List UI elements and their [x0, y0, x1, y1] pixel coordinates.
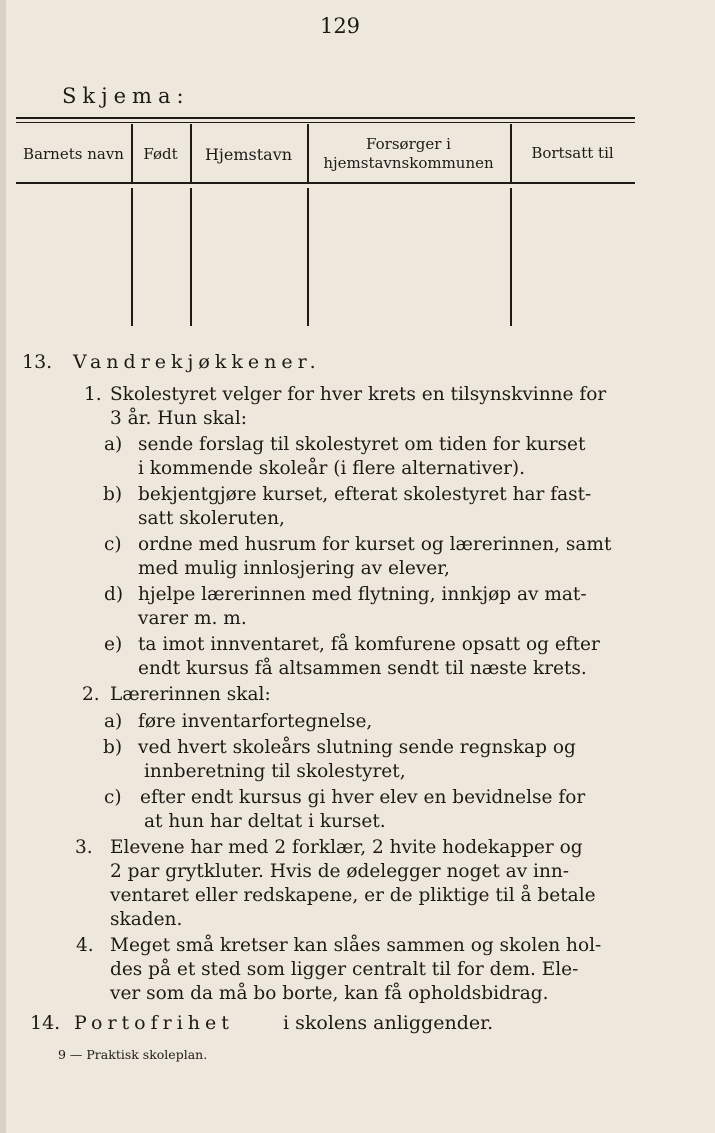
- paragraph-line: at hun har deltat i kurset.: [144, 811, 386, 832]
- paragraph-line: efter endt kursus gi hver elev en bevidnelse for: [140, 787, 586, 808]
- list-marker: b): [103, 737, 123, 758]
- page-footer: 9 — Praktisk skoleplan.: [58, 1047, 208, 1062]
- column-divider: [510, 188, 512, 326]
- paragraph-line: føre inventarfortegnelse,: [138, 711, 373, 732]
- list-marker: d): [104, 584, 124, 605]
- list-marker: e): [104, 634, 123, 655]
- paragraph-line: endt kursus få altsammen sendt til næste krets.: [138, 658, 587, 679]
- list-marker: b): [103, 484, 123, 505]
- table-header-rule: [16, 182, 635, 184]
- paragraph-line: varer m. m.: [138, 608, 247, 629]
- list-marker: 2.: [82, 684, 100, 705]
- paragraph-line: 3 år. Hun skal:: [110, 408, 247, 429]
- list-marker: 3.: [75, 837, 93, 858]
- table-top-rule: [16, 117, 635, 119]
- column-divider: [307, 188, 309, 326]
- paragraph-line: i kommende skoleår (i flere alternativer).: [138, 458, 526, 479]
- list-marker: a): [104, 434, 123, 455]
- column-header-born: Født: [143, 145, 178, 163]
- column-divider: [190, 188, 192, 326]
- paragraph-line: ved hvert skoleårs slutning sende regnskap og: [138, 737, 576, 758]
- paragraph-line: Lærerinnen skal:: [110, 684, 271, 705]
- column-header-placed: Bortsatt til: [531, 144, 614, 162]
- section-title: Vandrekjøkkener.: [73, 351, 321, 373]
- list-marker: 1.: [84, 384, 102, 405]
- section-title-spaced: Portofrihet: [74, 1012, 234, 1034]
- paragraph-line: satt skoleruten,: [138, 508, 285, 529]
- paragraph-line: des på et sted som ligger centralt til for dem. Ele-: [110, 959, 579, 980]
- paragraph-line: sende forslag til skolestyret om tiden for kurset: [138, 434, 586, 455]
- paragraph-line: hjelpe lærerinnen med flytning, innkjøp av mat-: [138, 584, 587, 605]
- page-number: 129: [319, 14, 361, 38]
- table-top-rule-thin: [16, 122, 635, 123]
- paragraph-line: skaden.: [110, 909, 183, 930]
- paragraph-line: 2 par grytkluter. Hvis de ødelegger noget av inn-: [110, 861, 570, 882]
- paragraph-line: med mulig innlosjering av elever,: [138, 558, 450, 579]
- section-title-rest: i skolens anliggender.: [283, 1012, 494, 1034]
- paragraph-line: ordne med husrum for kurset og lærerinnen, samt: [138, 534, 612, 555]
- section-number: 13.: [22, 351, 53, 373]
- paragraph-line: Elevene har med 2 forklær, 2 hvite hodekapper og: [110, 837, 583, 858]
- column-header-name: Barnets navn: [23, 145, 124, 163]
- list-marker: a): [104, 711, 123, 732]
- paragraph-line: innberetning til skolestyret,: [144, 761, 406, 782]
- schema-title: Skjema:: [62, 84, 190, 108]
- list-marker: c): [104, 534, 122, 555]
- paragraph-line: ventaret eller redskapene, er de pliktige til å betale: [110, 885, 596, 906]
- list-marker: 4.: [76, 935, 94, 956]
- column-header-home: Hjemstavn: [204, 145, 293, 164]
- section-number: 14.: [30, 1012, 61, 1034]
- paragraph-line: ver som da må bo borte, kan få opholdsbidrag.: [110, 983, 549, 1004]
- page-edge: [0, 0, 6, 1133]
- column-divider: [131, 188, 133, 326]
- column-header-guardian: Forsørger i hjemstavnskommunen: [323, 135, 494, 172]
- paragraph-line: ta imot innventaret, få komfurene opsatt og efter: [138, 634, 600, 655]
- list-marker: c): [104, 787, 122, 808]
- paragraph-line: Meget små kretser kan slåes sammen og skolen hol-: [110, 935, 602, 956]
- paragraph-line: bekjentgjøre kurset, efterat skolestyret har fast-: [138, 484, 592, 505]
- paragraph-line: Skolestyret velger for hver krets en tilsynskvinne for: [110, 384, 607, 405]
